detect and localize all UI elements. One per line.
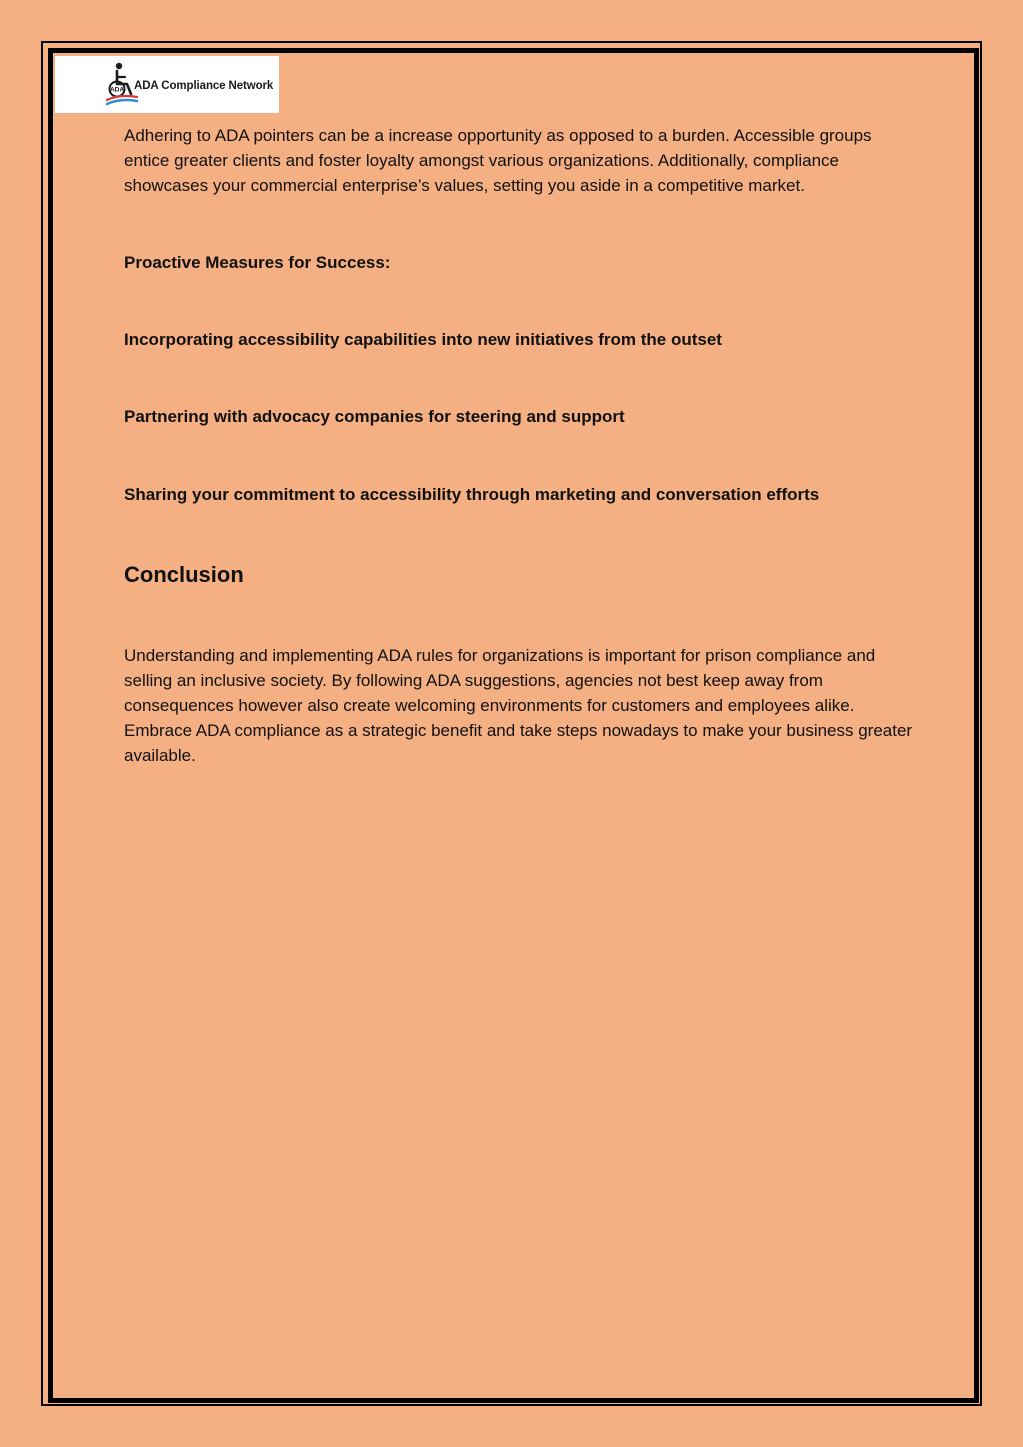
intro-paragraph: Adhering to ADA pointers can be a increase opportunity as opposed to a burden. Accessible groups entice greater clients and foster loyalty amongst various organizations. Additionally, compliance showcases your commercial enterprise’s values, setting you aside in a competitive market. [124,126,872,195]
conclusion-paragraph: Understanding and implementing ADA rules for organizations is important for prison compliance and selling an inclusive society. By following ADA suggestions, agencies not best keep away from consequences however also create welcoming environments for customers and employees alike. Embrace ADA compliance as a strategic benefit and take steps nowadays to make your business greater available. [124,646,913,765]
svg-text:ADA: ADA [109,86,125,94]
ada-compliance-network-logo [55,56,279,113]
measure-item-3: Sharing your commitment to accessibility through marketing and conversation efforts [124,485,820,504]
measure-item-2: Partnering with advocacy companies for steering and support [124,407,625,426]
conclusion-heading: Conclusion [124,562,244,587]
measure-item-1: Incorporating accessibility capabilities into new initiatives from the outset [124,330,722,349]
intro-section [124,123,914,198]
proactive-measures-heading: Proactive Measures for Success: [124,253,391,272]
logo-name-text: ADA Compliance Network [134,80,274,92]
